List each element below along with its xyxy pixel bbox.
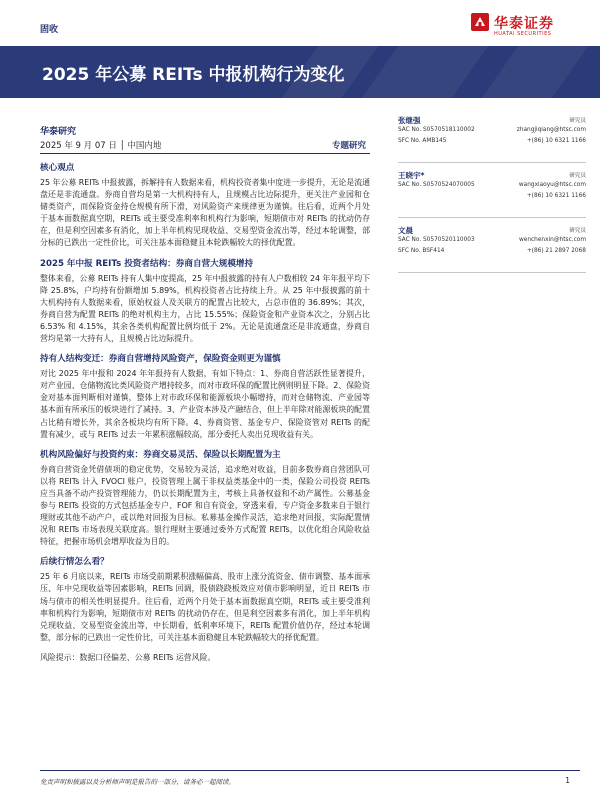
section-risk-preference (40, 449, 370, 549)
footer-disclaimer: 免责声明和披露以及分析师声明是报告的一部分，请务必一起阅读。 (40, 778, 235, 786)
section-investor-structure (40, 258, 370, 346)
section-body: 对比 2025 年中报和 2024 年年报持有人数据，有如下特点：1、券商自营活跃性显著提升，对产业园、仓储物流比类风险资产增持较多，而对市政环保的配置比例则明显下降。2、保险资金对基本面判断相对谨慎，整体上对市政环保和能源板块小幅增持，而对仓储物流、产业园等基本面有所承压的板块进行了减持。3、产业资本涉及产融结合，但上半年除对能源板块的配置占比稍有增长外，其余各板块均有所下降。4、券商资管、基金专户、保险资管对 REITs 的配置有减少，或与 REITs 过去一年累积涨幅较高，部分委托人卖出兑现收益有关。 (40, 369, 370, 439)
analyst-sac: SAC No. S0570524070005 (398, 182, 475, 188)
section-body: 券商自营资金凭借债项的稳定优势，交易较为灵活，追求绝对收益，目前多数券商自营团队可以将 REITs 计入 FVOCI 账户，投资管理上属于非权益类基金中的一类，保险公司投资 REITs 应当具备不动产投资管理能力，仍以长期配置为主，考核上具备权益和不动产属性。公募基金参与 REITs 投资的方式包括基金专户、FOF 和自有资金，穿透来看，专户资金多数来自于银行理财或其他不动产户，或以绝对回报为目标。私募基金操作灵活，追求绝对回报，实际配置情况和 REITs 市场表现关联度高。银行理财主要通过委外方式配置 REITs，以优化组合风险收益特征，把握市场机会增厚收益为目的。 (40, 464, 370, 547)
analyst-card (398, 167, 586, 218)
analyst-card (398, 222, 586, 273)
analyst-panel (398, 112, 586, 277)
research-org: 华泰研究 (40, 127, 77, 137)
section-heading: 2025 年中报 REITs 投资者结构：券商自营大规模增持 (40, 258, 254, 269)
analyst-sac: SAC No. S0570520110003 (398, 237, 475, 243)
section-body: 整体来看，公募 REITs 持有人集中度提高，25 年中报披露的持有人户数相较 24 年年报平均下降 25.8%，户均持有份额增加 5.89%，机构投资者占比持续上升。从 25 年中报披露的前十大机构持有人数据来看，原始权益人及关联方的配置占比较大，占总市值的 36.89%；其次，券商自营为配置 REITs 的绝对机构主力，占比 15.55%；保险资金和产业资本次之，分别占比 6.53% 和 4.15%，其余各类机构配置比例均低于 2%。无论是流通盘还是非流通盘，券商自营均是第一大持有人，且规模占比边际提升。 (40, 273, 370, 344)
analyst-name: 张继强 (398, 116, 421, 125)
analyst-name: 文晨 (398, 226, 413, 235)
section-heading: 持有人结构变迁：券商自营增持风险资产，保险资金则更为谨慎 (40, 354, 281, 365)
report-title: 2025 年公募 REITs 中报机构行为变化 (42, 65, 345, 85)
huatai-logo-icon (470, 12, 490, 32)
footer-divider (40, 770, 580, 771)
analyst-role: 研究员 (569, 173, 586, 179)
section-body: 25 年公募 REITs 中报披露，拆解持有人数据来看，机构投资者集中度进一步提升，无论是流通盘还是非流通盘。券商自营均是第一大机构持有人，且规模占比边际提升，更关注产业园和仓储类资产，而保险资金持仓规模有所下滑，对风险资产来规律更为谨慎。往后看，近两个月处于基本面数据真空期，REITs 或主要受准利率和机构行为影响，短期债市对 REITs 的扰动仍存在，但是利空因素多有消化，加上半年机构见现收益、交易型资金流出等，经过本轮调整，部分标的已跌出一定性价比，可关注基本面稳健且本轮跌幅较大的择优配置。 (40, 178, 370, 248)
analyst-name: 王晓宇* (398, 171, 425, 180)
section-heading: 核心观点 (40, 163, 75, 173)
title-banner (0, 46, 600, 98)
risk-warning: 风险提示：数据口径偏差、公募 REITs 运营风险。 (40, 652, 216, 662)
section-core-view (40, 162, 370, 250)
section-heading: 后续行情怎么看？ (40, 557, 109, 568)
analyst-email[interactable]: zhangjiqiang@htsc.com (516, 127, 586, 133)
analyst-role: 研究员 (569, 118, 586, 124)
analyst-role: 研究员 (569, 228, 586, 234)
report-category: 专题研究 (331, 141, 366, 151)
analyst-phone: +(86) 21 2897 2068 (526, 248, 586, 254)
main-content (40, 162, 370, 664)
section-outlook (40, 556, 370, 644)
top-bar (0, 0, 600, 44)
brand-logo (470, 12, 580, 40)
analyst-phone: +(86) 10 6321 1166 (526, 138, 586, 144)
analyst-sac: SAC No. S0570518110002 (398, 127, 475, 133)
page-number: 1 (565, 776, 570, 785)
analyst-email[interactable]: wenchenxin@htsc.com (519, 237, 586, 243)
analyst-email[interactable]: wangxiaoyu@htsc.com (518, 182, 586, 188)
section-heading: 机构风险偏好与投资约束：券商交易灵活、保险以长期配置为主 (40, 449, 281, 460)
analyst-phone: +(86) 10 6321 1166 (526, 193, 586, 199)
report-tag: 固收 (40, 25, 59, 35)
analyst-card (398, 112, 586, 163)
brand-name-en: HUATAI SECURITIES (494, 31, 552, 37)
brand-name-cn: 华泰证券 (494, 16, 554, 32)
section-holder-changes (40, 353, 370, 441)
report-date: 2025 年 9 月 07 日 │ 中国内地 (40, 141, 162, 151)
analyst-sfc: SFC No. AMB145 (398, 138, 447, 144)
section-body: 25 年 6 月底以来，REITs 市场受前期累积涨幅偏高、股市上涨分流资金、债市调整、基本面承压、年中兑现收益等因素影响，REITs 回调，股债跷跷板效应对债市影响明显，近日 REITs 市场与债市的相关性明显提升。往后看，近两个月处于基本面数据真空期，REITs 或主要受准利率和机构行为影响，短期债市对 REITs 的扰动仍存在，但是利空因素多有消化，加上半年机构兑现收益、交易型资金流出等，中长期看，低利率环境下，REITs 配置价值仍存，经过本轮调整，部分标的已跌出一定性价比，可关注基本面稳健且本轮跌幅较大的择优配置。 (40, 572, 370, 642)
date-line (40, 139, 370, 154)
analyst-sfc: SFC No. BSF414 (398, 248, 445, 254)
